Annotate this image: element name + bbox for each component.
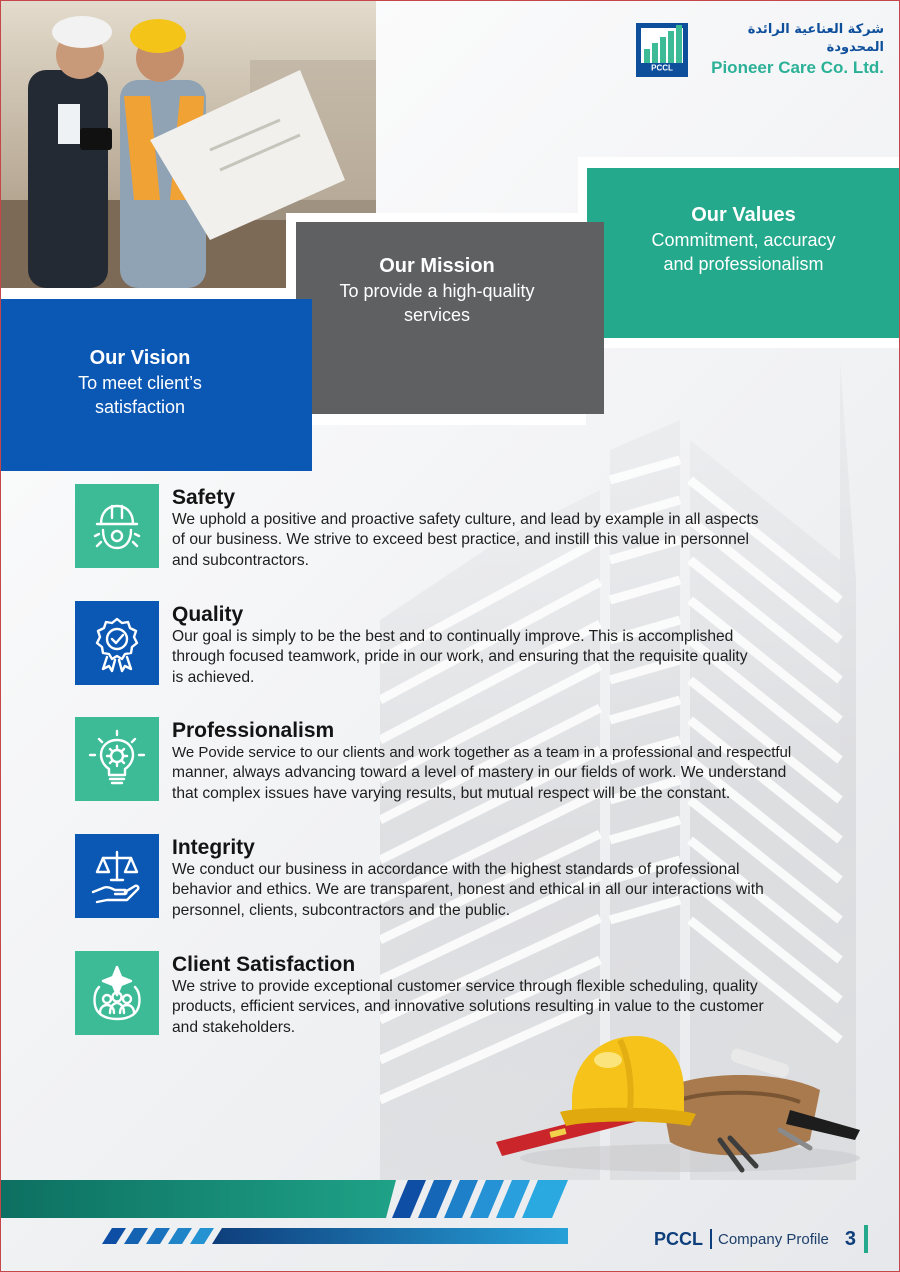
item-desc-line: We Povide service to our clients and work together as a team in a professional and respectful — [172, 744, 792, 761]
footer-stripes-graphic — [0, 1178, 900, 1272]
item-desc-line: We uphold a positive and proactive safety culture, and lead by example in all aspects — [172, 511, 759, 528]
values-line-1: Commitment, accuracy — [651, 229, 836, 250]
item-title: Professionalism — [172, 719, 335, 742]
star-people-icon — [75, 951, 159, 1035]
vision-title: Our Vision — [89, 346, 191, 369]
item-desc-line: We strive to provide exceptional customer service through flexible scheduling, quality — [172, 978, 758, 995]
item-desc-line: behavior and ethics. We are transparent, honest and ethical in all our interactions with — [172, 881, 764, 899]
footer-divider — [710, 1229, 712, 1249]
our-mission-box — [296, 222, 604, 414]
mission-line-1: To provide a high-quality — [339, 280, 535, 301]
mission-title: Our Mission — [379, 254, 495, 277]
our-vision-box — [0, 299, 312, 471]
item-desc-line: personnel, clients, subcontractors and the public. — [172, 901, 511, 919]
item-desc-line: and subcontractors. — [172, 551, 309, 569]
our-values-box — [587, 168, 900, 338]
pccl-logo-icon — [636, 23, 688, 77]
page-number: 3 — [844, 1227, 857, 1250]
values-title: Our Values — [691, 203, 796, 226]
scales-hand-icon — [75, 834, 159, 918]
mission-line-2: services — [403, 304, 470, 325]
vision-line-2: satisfaction — [94, 396, 186, 417]
footer-brand: PCCL — [654, 1228, 703, 1249]
item-desc-line: and stakeholders. — [172, 1018, 296, 1036]
logo-english-name: Pioneer Care Co. Ltd. — [711, 58, 884, 77]
item-desc-line: that complex issues have varying results, but mutual respect will be the constant. — [172, 784, 731, 802]
item-desc-line: We conduct our business in accordance with the highest standards of professional — [172, 861, 740, 878]
footer — [654, 1226, 868, 1252]
vision-line-1: To meet client’s — [78, 372, 202, 393]
footer-accent-bar — [864, 1225, 868, 1253]
hard-hat-gear-icon — [75, 484, 159, 568]
company-logo — [636, 22, 886, 78]
logo-arabic-name: شركة العناعية الرائدة المحدودة — [747, 22, 884, 55]
item-desc-line: manner, always advancing toward a level of mastery in our fields of work. We understand — [172, 764, 787, 782]
item-desc-line: Our goal is simply to be the best and to continually improve. This is accomplished — [172, 628, 734, 645]
helmet-tools-image — [490, 1030, 870, 1180]
logo-abbrev: PCCL — [651, 63, 673, 73]
item-title: Integrity — [172, 836, 255, 859]
quality-badge-icon — [75, 601, 159, 685]
values-line-2: and professionalism — [663, 253, 824, 274]
item-title: Quality — [172, 603, 244, 626]
item-title: Safety — [172, 486, 236, 509]
item-desc-line: of our business. We strive to exceed best practice, and instill this value in personnel — [172, 531, 749, 549]
footer-label: Company Profile — [718, 1230, 829, 1248]
lightbulb-gear-icon — [75, 717, 159, 801]
item-title: Client Satisfaction — [172, 953, 356, 976]
item-desc-line: products, efficient services, and innovative solutions resulting in value to the customer — [172, 998, 764, 1016]
item-desc-line: through focused teamwork, pride in our work, and ensuring that the requisite quality — [172, 648, 748, 666]
item-desc-line: is achieved. — [172, 668, 255, 686]
